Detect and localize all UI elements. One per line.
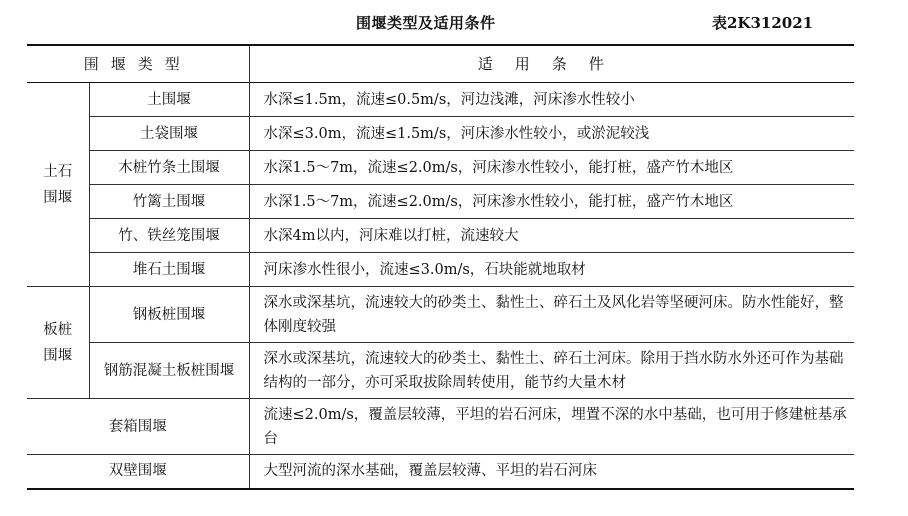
cofferdam-type: 竹、铁丝笼围堰 [89, 219, 249, 253]
table-caption [0, 12, 908, 34]
cofferdam-type: 堆石土围堰 [89, 253, 249, 287]
cofferdam-type: 钢筋混凝土板桩围堰 [89, 343, 249, 399]
applicable-conditions: 水深1.5～7m，流速≤2.0m/s，河床渗水性较小，能打桩，盛产竹木地区 [249, 151, 854, 185]
header-conditions: 适用条件 [249, 45, 854, 83]
table-row [27, 185, 854, 219]
table-row [27, 455, 854, 489]
cofferdam-type: 土围堰 [89, 83, 249, 117]
applicable-conditions: 大型河流的深水基础，覆盖层较薄、平坦的岩石河床 [249, 455, 854, 489]
cofferdam-table [27, 44, 854, 490]
group-label-line1: 土石 [43, 163, 73, 180]
cofferdam-type: 竹篱土围堰 [89, 185, 249, 219]
header-type: 围堰类型 [27, 45, 249, 83]
group-label-line2: 围堰 [43, 347, 73, 364]
applicable-conditions: 深水或深基坑，流速较大的砂类土、黏性土、碎石土河床。除用于挡水防水外还可作为基础结构的一部分，亦可采取拔除周转使用，能节约大量木材 [249, 343, 854, 399]
cofferdam-type: 套箱围堰 [27, 399, 249, 455]
table-title: 围堰类型及适用条件 [356, 14, 496, 32]
cofferdam-type: 钢板桩围堰 [89, 287, 249, 343]
cofferdam-type: 双壁围堰 [27, 455, 249, 489]
table-row [27, 343, 854, 399]
applicable-conditions: 水深1.5～7m，流速≤2.0m/s，河床渗水性较小，能打桩，盛产竹木地区 [249, 185, 854, 219]
applicable-conditions: 水深≤3.0m，流速≤1.5m/s，河床渗水性较小，或淤泥较浅 [249, 117, 854, 151]
applicable-conditions: 河床渗水性很小，流速≤3.0m/s，石块能就地取材 [249, 253, 854, 287]
applicable-conditions: 水深4m以内，河床难以打桩，流速较大 [249, 219, 854, 253]
cofferdam-type: 土袋围堰 [89, 117, 249, 151]
applicable-conditions: 流速≤2.0m/s，覆盖层较薄，平坦的岩石河床，埋置不深的水中基础，也可用于修建桩基承台 [249, 399, 854, 455]
table-row [27, 151, 854, 185]
group-label-line1: 板桩 [43, 321, 73, 338]
table-row [27, 287, 854, 343]
applicable-conditions: 深水或深基坑，流速较大的砂类土、黏性土、碎石土及风化岩等坚硬河床。防水性能好，整体刚度较强 [249, 287, 854, 343]
cofferdam-type: 木桩竹条土围堰 [89, 151, 249, 185]
applicable-conditions: 水深≤1.5m，流速≤0.5m/s，河边浅滩，河床渗水性较小 [249, 83, 854, 117]
table-row [27, 253, 854, 287]
table-row [27, 399, 854, 455]
table-row [27, 219, 854, 253]
group-sheet-pile [27, 287, 89, 399]
group-earth-rock [27, 83, 89, 287]
table-number: 表2K312021 [712, 14, 814, 32]
group-label-line2: 围堰 [43, 189, 73, 206]
table-header-row [27, 45, 854, 83]
table-row [27, 83, 854, 117]
table-row [27, 117, 854, 151]
